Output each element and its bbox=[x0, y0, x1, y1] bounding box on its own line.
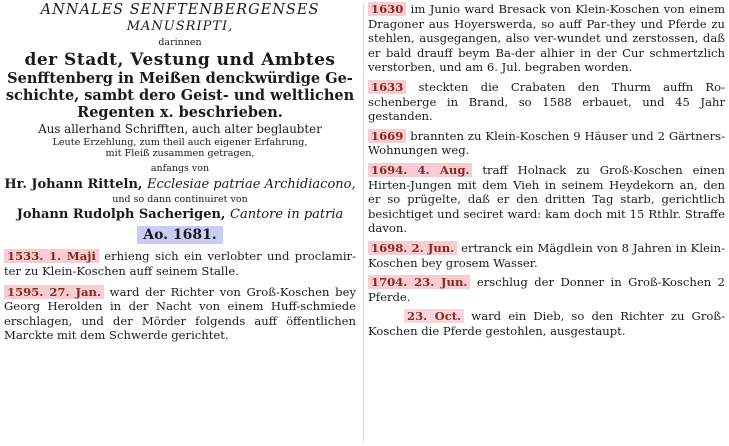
right-column bbox=[368, 2, 725, 343]
author-2-title: Cantore in patria bbox=[230, 207, 344, 223]
entry-text: steckten die Crabaten den Thurm auffn Ro-schenberge in Brand, so 1588 erbauet, und 45 Jahr gestanden. bbox=[368, 79, 725, 124]
entry-1704-oct bbox=[368, 309, 725, 338]
entry-1669 bbox=[368, 129, 725, 158]
title-line-2: MANUSRIPTI, bbox=[126, 19, 234, 35]
left-column bbox=[4, 2, 356, 343]
column-divider bbox=[363, 4, 364, 442]
entry-1595 bbox=[4, 285, 356, 343]
entry-date: 1704. 23. Jun. bbox=[368, 275, 470, 289]
entry-date: 1533. 1. Maji bbox=[4, 249, 99, 263]
stadt-heading: der Stadt, Vestung und Ambtes bbox=[24, 49, 336, 70]
entry-text: im Junio ward Bresack von Klein-Koschen von einem Dragoner aus Hoyerswerda, so auff Par-they und Pferde zu stehlen, ausgegangen, also ver-wundet und zerstossen, daß er bald drauff beym Ba-der alhier in der Cur schmertzlich verstorben, und am 6. Jul. begraben worden. bbox=[368, 2, 725, 75]
anfangs-label: anfangs von bbox=[150, 162, 210, 174]
author-1-title: Ecclesiae patriae Archidiacono, bbox=[146, 176, 356, 192]
author-2-name: Johann Rudolph Sacherigen, bbox=[16, 207, 226, 223]
entry-1704 bbox=[368, 275, 725, 304]
entry-1533 bbox=[4, 249, 356, 278]
year-line bbox=[4, 225, 356, 244]
entry-text: ward ein Dieb, so den Richter zu Groß-Koschen die Pferde gestohlen, ausgestaupt. bbox=[368, 309, 725, 338]
year-highlight: Ao. 1681. bbox=[137, 226, 223, 244]
entry-date: 1633 bbox=[368, 80, 406, 94]
entry-date: 1698. 2. Jun. bbox=[368, 241, 457, 255]
entry-text: erschlug der Donner in Groß-Koschen 2 Pferde. bbox=[368, 275, 725, 304]
title-line-1: ANNALES SENFTENBERGENSES bbox=[40, 2, 320, 18]
entry-1630 bbox=[368, 2, 725, 75]
aus-line: Aus allerhand Schrifften, auch alter beglaubter bbox=[38, 122, 322, 137]
entry-date: 1669 bbox=[368, 129, 406, 143]
entry-date: 23. Oct. bbox=[404, 309, 464, 323]
entry-text: ward der Richter von Groß-Koschen bey Georg Herolden in der Nacht von einem Huff-schmiede erschlagen, und der Mörder folgends auff öffentlichen Marckte mit dem Schwerde gerichtet. bbox=[4, 284, 356, 343]
senfftenberg-line: Senfftenberg in Meißen denckwürdige Ge- bbox=[7, 69, 353, 87]
entry-text: traff Holnack zu Groß-Koschen einen Hirten-Jungen mit dem Vieh in seinem Heydekorn an, den er so prügelte, daß er den dritten Tag starb, gerichtlich besichtiget und seciret ward: kam doch mit 15 Rthlr. Straffe davon. bbox=[368, 162, 725, 236]
entry-date: 1694. 4. Aug. bbox=[368, 163, 472, 177]
author-1-name: Hr. Johann Ritteln, bbox=[4, 176, 143, 192]
entry-date: 1595. 27. Jan. bbox=[4, 285, 104, 299]
fleiss-line: mit Fleiß zusammen getragen, bbox=[105, 148, 255, 160]
entry-1694 bbox=[368, 163, 725, 236]
entry-text: ertranck ein Mägdlein von 8 Jahren in Klein-Koschen bey grosem Wasser. bbox=[368, 240, 725, 270]
regenten-line: Regenten x. beschrieben. bbox=[77, 103, 283, 121]
schichte-line: schichte, sambt dero Geist- und weltlichen bbox=[5, 86, 355, 104]
entry-1698 bbox=[368, 241, 725, 270]
entry-text: erhieng sich ein verlobter und proclamir-ter zu Klein-Koschen auff seinem Stalle. bbox=[4, 249, 356, 279]
entry-1633 bbox=[368, 80, 725, 124]
leute-line: Leute Erzehlung, zum theil auch eigener Erfahrung, bbox=[52, 136, 308, 148]
author-1 bbox=[4, 177, 356, 192]
entry-text: brannten zu Klein-Koschen 9 Häuser und 2 Gärtners-Wohnungen weg. bbox=[368, 128, 725, 158]
darinnen-label: darinnen bbox=[158, 37, 202, 49]
author-2 bbox=[4, 207, 356, 222]
continued-label: und so dann continuiret von bbox=[112, 194, 248, 206]
entry-date: 1630 bbox=[368, 2, 406, 16]
